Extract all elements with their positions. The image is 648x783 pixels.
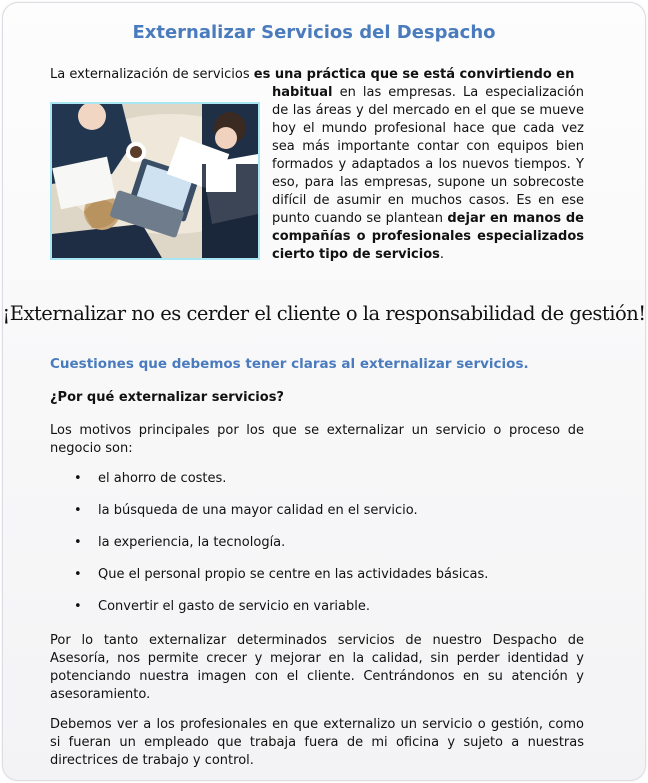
question-heading: ¿Por qué externalizar servicios? — [50, 390, 284, 405]
bullet-icon: • — [74, 599, 82, 614]
intro-plain: La externalización de servicios — [50, 67, 254, 82]
list-item — [50, 566, 584, 598]
list-item — [50, 470, 584, 502]
intro-bold: es una práctica que se está convirtiendo en — [253, 67, 575, 82]
list-item-text: Que el personal propio se centre en las actividades básicas. — [98, 567, 489, 582]
list-item — [50, 534, 584, 566]
slogan: ¡Externalizar no es cerder el cliente o la responsabilidad de gestión! — [2, 302, 646, 325]
bullet-icon: • — [74, 471, 82, 486]
list-item-text: el ahorro de costes. — [98, 471, 227, 486]
intro-bold-services: dejar en manos de compañías o profesionales especializados cierto tipo de servicios — [272, 211, 584, 262]
final-paragraph: Debemos ver a los profesionales en que externalizo un servicio o gestión, como si fueran un empleado que trabaja fuera de mi oficina y sujeto a nuestras directrices de trabajo y control. — [50, 717, 584, 768]
office-meeting-photo-icon — [52, 104, 258, 258]
list-item — [50, 598, 584, 630]
motives-intro: Los motivos principales por los que se externalizar un servicio o proceso de negocio son: — [50, 423, 584, 456]
intro-text: en las empresas. La especialización de las áreas y del mercado en el que se mueve hoy el mundo profesional hace que cada vez sea más importante contar con equipos bien formados y adaptados a los nuevos tiempos. Y eso, para las empresas, supone un sobrecoste difícil de asumir en muchos casos. Es en ese punto cuando se plantean — [272, 85, 584, 226]
office-meeting-photo — [50, 102, 260, 260]
list-item-text: la búsqueda de una mayor calidad en el servicio. — [98, 503, 418, 518]
motives-list — [50, 470, 584, 630]
intro-paragraph — [272, 84, 584, 264]
conclusion-paragraph: Por lo tanto externalizar determinados servicios de nuestro Despacho de Asesoría, nos permite crecer y mejorar en la calidad, sin perder identidad y potenciando nuestra imagen con el cliente. Centrándonos en su atención y asesoramiento. — [50, 633, 584, 702]
page-title: Externalizar Servicios del Despacho — [132, 22, 496, 43]
intro-first-line — [50, 66, 584, 84]
list-item-text: la experiencia, la tecnología. — [98, 535, 286, 550]
intro-end: . — [439, 247, 445, 262]
bullet-icon: • — [74, 567, 82, 582]
list-item — [50, 502, 584, 534]
section-subheading: Cuestiones que debemos tener claras al externalizar servicios. — [50, 356, 529, 372]
bullet-icon: • — [74, 503, 82, 518]
bullet-icon: • — [74, 535, 82, 550]
list-item-text: Convertir el gasto de servicio en variable. — [98, 599, 371, 614]
intro-bold-continuation: habitual — [272, 85, 333, 100]
